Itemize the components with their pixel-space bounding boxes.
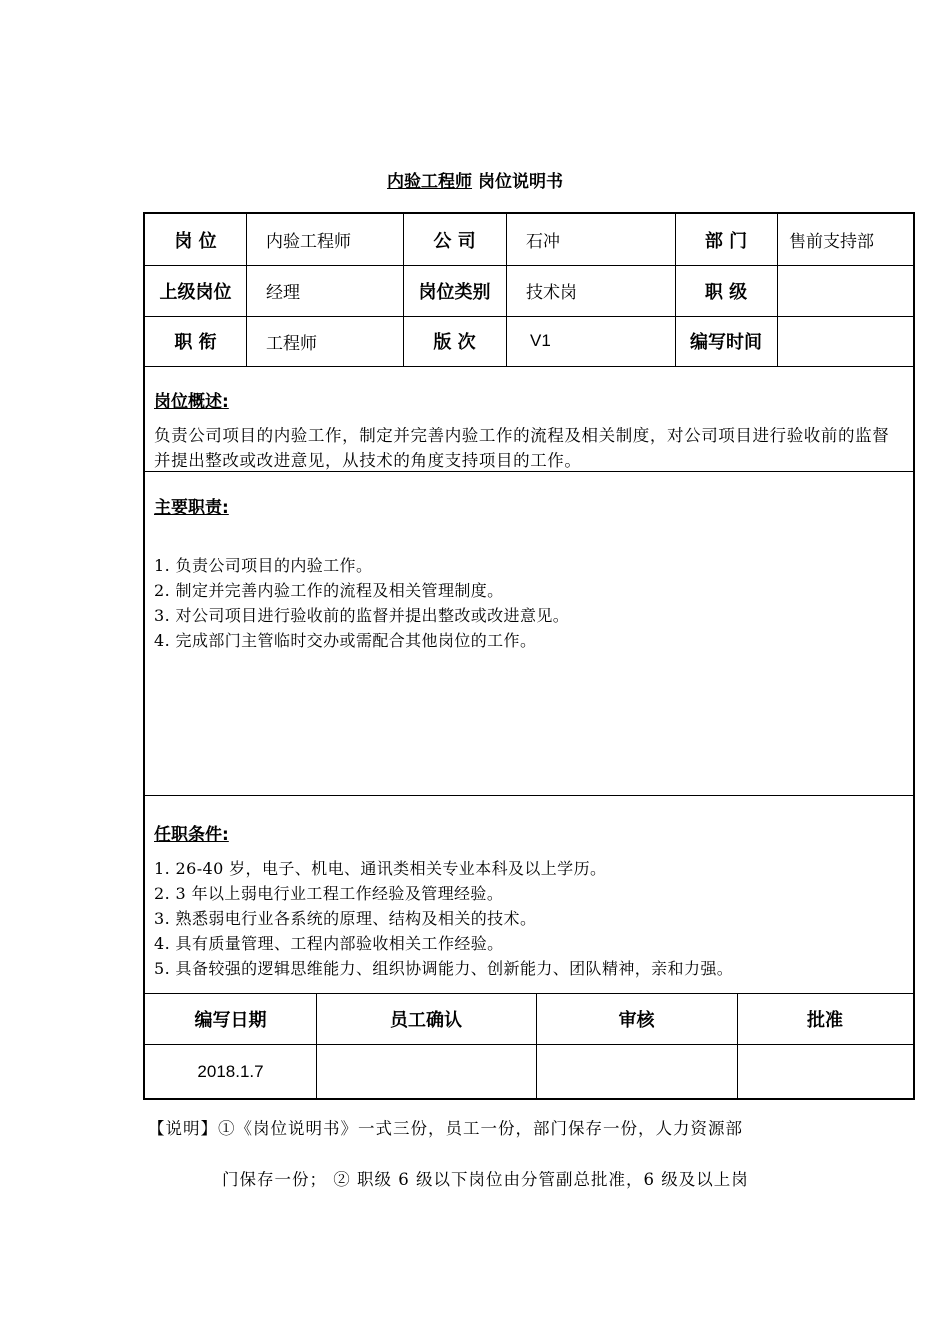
note-line-1: 【说明】①《岗位说明书》一式三份，员工一份，部门保存一份，人力资源部 <box>148 1119 743 1138</box>
document-title-rest: 岗位说明书 <box>472 172 563 192</box>
list-item: 1. 负责公司项目的内验工作。 <box>154 556 373 575</box>
label-version: 版 次 <box>433 332 476 353</box>
list-item: 3. 对公司项目进行验收前的监督并提出整改或改进意见。 <box>154 606 570 625</box>
overview-text: 负责公司项目的内验工作，制定并完善内验工作的流程及相关制度，对公司项目进行验收前的监督并提出整改或改进意见，从技术的角度支持项目的工作。 <box>154 426 890 470</box>
list-item: 2. 制定并完善内验工作的流程及相关管理制度。 <box>154 581 504 600</box>
label-company: 公 司 <box>433 230 476 252</box>
value-department: 售前支持部 <box>789 232 874 252</box>
list-item: 4. 具有质量管理、工程内部验收相关工作经验。 <box>154 934 504 953</box>
label-date: 编写时间 <box>690 332 762 353</box>
note-line-2: 门保存一份； ② 职级 6 级以下岗位由分管副总批准，6 级及以上岗 <box>222 1170 749 1189</box>
value-category: 技术岗 <box>526 283 577 303</box>
label-position: 岗 位 <box>174 230 217 252</box>
signoff-header-employee: 员工确认 <box>390 1009 462 1031</box>
value-grade <box>777 265 915 316</box>
value-title: 工程师 <box>266 333 317 354</box>
value-version: V1 <box>530 331 551 350</box>
requirements-heading: 任职条件: <box>154 825 229 845</box>
job-description-table <box>143 212 915 1100</box>
label-title: 职 衔 <box>174 332 217 353</box>
label-category: 岗位类别 <box>418 281 491 303</box>
list-item: 2. 3 年以上弱电行业工程工作经验及管理经验。 <box>154 884 504 903</box>
list-item: 4. 完成部门主管临时交办或需配合其他岗位的工作。 <box>154 631 537 650</box>
document-title <box>0 167 950 192</box>
list-item: 1. 26-40 岁，电子、机电、通讯类相关专业本科及以上学历。 <box>154 859 607 878</box>
document-title-position: 内验工程师 <box>387 172 473 192</box>
list-item: 3. 熟悉弱电行业各系统的原理、结构及相关的技术。 <box>154 909 537 928</box>
signoff-employee-value <box>316 1044 536 1100</box>
signoff-review-value <box>536 1044 737 1100</box>
signoff-date-value: 2018.1.7 <box>197 1062 264 1081</box>
duties-heading: 主要职责: <box>154 498 229 518</box>
signoff-header-approve: 批准 <box>807 1009 843 1031</box>
signoff-approve-value <box>737 1044 913 1100</box>
label-superior: 上级岗位 <box>159 281 232 303</box>
signoff-header-review: 审核 <box>618 1009 655 1031</box>
signoff-header-date: 编写日期 <box>194 1009 267 1031</box>
value-position: 内验工程师 <box>266 232 351 252</box>
requirements-list <box>154 856 905 981</box>
duties-list <box>154 553 905 653</box>
label-grade: 职 级 <box>704 281 748 303</box>
overview-heading: 岗位概述: <box>154 392 229 412</box>
list-item: 5. 具备较强的逻辑思维能力、组织协调能力、创新能力、团队精神，亲和力强。 <box>154 959 734 978</box>
label-department: 部 门 <box>704 230 748 252</box>
value-superior: 经理 <box>266 283 300 303</box>
value-date <box>777 316 915 366</box>
value-company: 石冲 <box>526 232 560 252</box>
